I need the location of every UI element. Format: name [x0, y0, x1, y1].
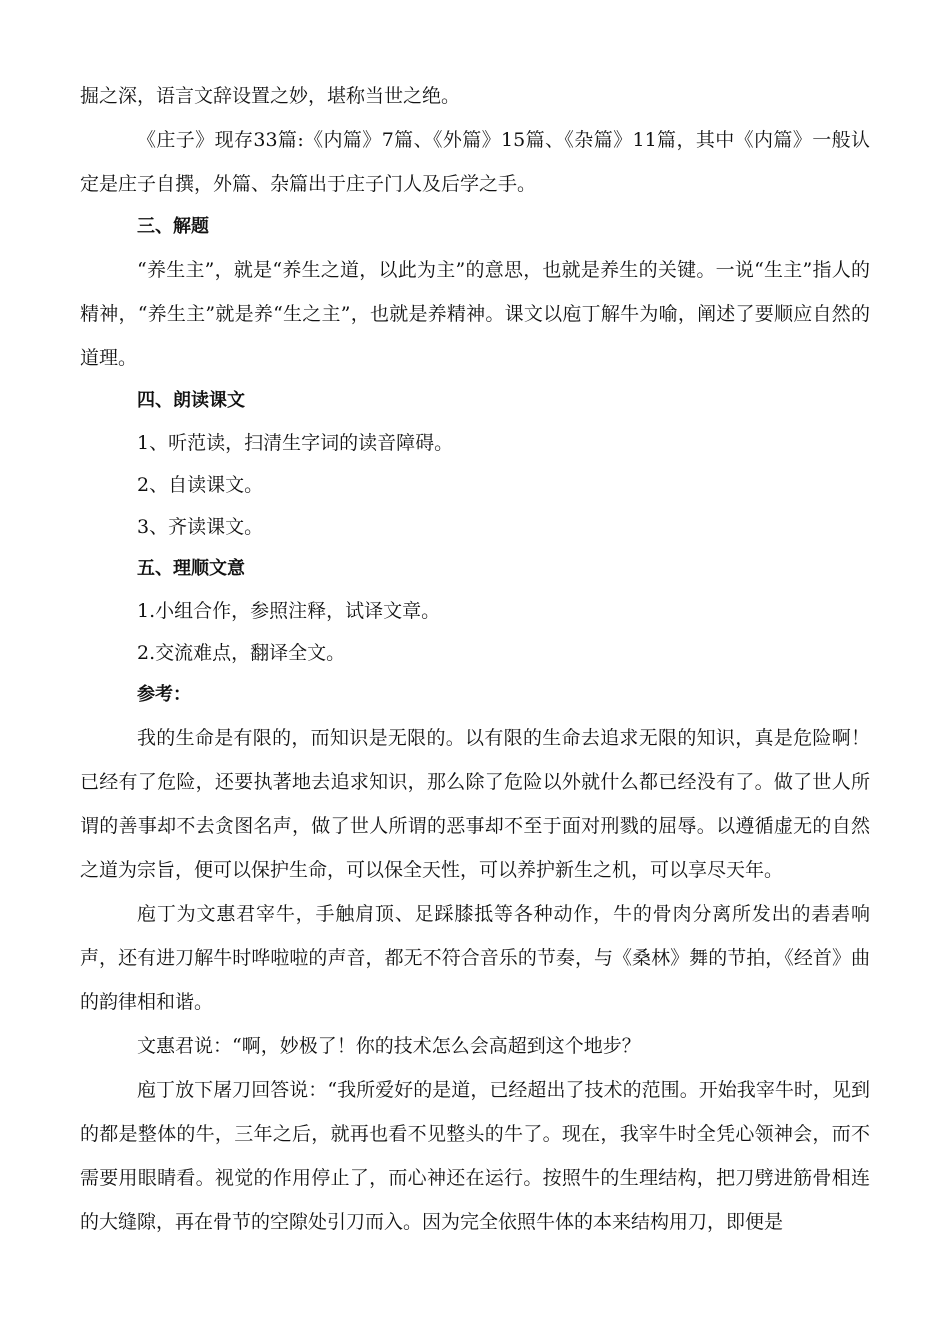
document-page: [80, 74, 870, 1244]
section-heading-langdu: 四、朗读课文: [137, 390, 245, 411]
list-item: 2.交流难点，翻译全文。: [137, 642, 346, 664]
list-item: 1、听范读，扫清生字词的读音障碍。: [137, 432, 454, 454]
list-item: 2、自读课文。: [137, 474, 264, 496]
list-item: 3、齐读课文。: [137, 516, 264, 538]
section-heading-lishun: 五、理顺文意: [137, 558, 245, 579]
translation-paragraph: 我的生命是有限的，而知识是无限的。以有限的生命去追求无限的知识，真是危险啊！已经有了危险，还要执著地去追求知识，那么除了危险以外就什么都已经没有了。做了世人所谓的善事却不去贪图名声，做了世人所谓的恶事却不至于面对刑戮的屈辱。以遵循虚无的自然之道为宗旨，便可以保护生命，可以保全天性，可以养护新生之机，可以享尽天年。: [80, 727, 870, 881]
translation-paragraph: 庖丁放下屠刀回答说：“我所爱好的是道，已经超出了技术的范围。开始我宰牛时，见到的都是整体的牛，三年之后，就再也看不见整头的牛了。现在，我宰牛时全凭心领神会，而不需要用眼睛看。视觉的作用停止了，而心神还在运行。按照牛的生理结构，把刀劈进筋骨相连的大缝隙，再在骨节的空隙处引刀而入。因为完全依照牛体的本来结构用刀，即便是: [80, 1079, 870, 1233]
zhuangzi-intro-paragraph: 《庄子》现存33篇:《内篇》7篇、《外篇》15篇、《杂篇》11篇，其中《内篇》一般认定是庄子自撰，外篇、杂篇出于庄子门人及后学之手。: [80, 129, 870, 195]
translation-paragraph: 庖丁为文惠君宰牛，手触肩顶、足踩膝抵等各种动作，牛的骨肉分离所发出的砉砉响声，还有进刀解牛时哗啦啦的声音，都无不符合音乐的节奏，与《桑林》舞的节拍，《经首》曲的韵律相和谐。: [80, 903, 870, 1013]
reference-label: 参考：: [137, 684, 191, 705]
section-heading-jieti: 三、解题: [137, 216, 209, 237]
jieti-paragraph: “养生主”，就是“养生之道，以此为主”的意思，也就是养生的关键。一说“生主”指人的精神，“养生主”就是养“生之主”，也就是养精神。课文以庖丁解牛为喻，阐述了要顺应自然的道理。: [80, 259, 870, 369]
list-item: 1.小组合作，参照注释，试译文章。: [137, 600, 441, 622]
translation-paragraph: 文惠君说：“啊，妙极了！你的技术怎么会高超到这个地步？: [137, 1035, 641, 1057]
intro-continuation-paragraph: 掘之深，语言文辞设置之妙，堪称当世之绝。: [80, 85, 461, 107]
